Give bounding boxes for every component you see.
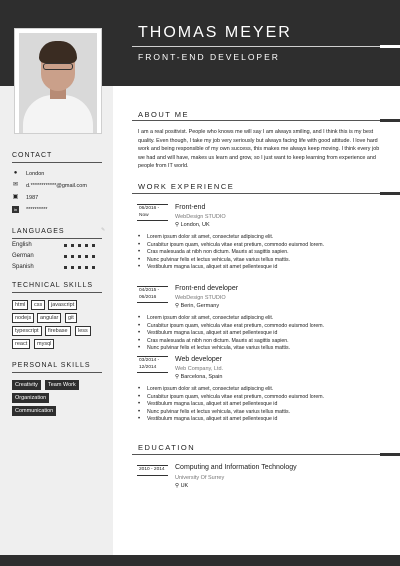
skill-tag: css	[31, 300, 45, 310]
education-date: 2010 - 2014	[137, 465, 168, 476]
resume-job-title: FRONT-END DEVELOPER	[138, 52, 280, 62]
job-company: Web Company, Ltd.	[175, 366, 224, 372]
contact-divider	[12, 162, 102, 163]
job-location: ⚲ London, UK	[175, 222, 210, 228]
birthday-icon: ▣	[12, 194, 19, 200]
personal-skill-tag: Creativity	[12, 380, 41, 390]
job-date: 04/2015 - 06/2016	[137, 286, 168, 303]
contact-heading: CONTACT	[12, 152, 53, 159]
job-bullet: • Lorem ipsum dolor sit amet, consectetur adipiscing elit.	[138, 315, 388, 323]
about-accent-rule	[380, 119, 400, 122]
skill-tag: git	[65, 313, 77, 323]
languages-heading: LANGUAGES	[12, 228, 65, 235]
skill-tag: less	[75, 326, 91, 336]
education-accent-rule	[380, 453, 400, 456]
job-bullet: • Lorem ipsum dolor sit amet, consectetur adipiscing elit.	[138, 386, 388, 394]
technical-skills-heading: TECHNICAL SKILLS	[12, 282, 94, 289]
job-bullet: • Curabitur ipsum quam, vehicula vitae erat pretium, commodo euismod lorem.	[138, 242, 388, 250]
about-divider	[132, 120, 380, 121]
location-pin-icon: ⚲	[175, 303, 181, 309]
job-date: 03/2014 - 12/2014	[137, 356, 168, 373]
work-experience-divider	[132, 193, 380, 194]
contact-birthday: ▣ 1987	[12, 194, 39, 201]
skill-tag: typescript	[12, 326, 42, 336]
job-company: WebDesign STUDIO	[175, 295, 226, 301]
skill-tag: javascript	[48, 300, 77, 310]
personal-skills-divider	[12, 372, 102, 373]
language-german: German	[12, 253, 102, 259]
email-icon: ✉	[12, 182, 19, 188]
job-bullet: • Cras malesuada at nibh non dictum. Mauris at sagittis sapien.	[138, 249, 388, 257]
education-divider	[132, 454, 380, 455]
education-location: ⚲ UK	[175, 483, 189, 489]
skill-tag: react	[12, 339, 30, 349]
job-bullet: • Cras malesuada at nibh non dictum. Mauris at sagittis sapien.	[138, 338, 388, 346]
job-bullet: • Vestibulum magna lacus, aliquet sit amet pellentesque id	[138, 264, 388, 272]
personal-skill-tag: Team Work	[45, 380, 79, 390]
location-pin-icon: ⚲	[175, 222, 181, 228]
education-title: Computing and Information Technology	[175, 464, 297, 471]
job-bullet: • Nunc pulvinar felis et lectus vehicula, vitae varius tellus mattis.	[138, 409, 388, 417]
personal-skill-tag: Communication	[12, 406, 56, 416]
work-experience-heading: WORK EXPERIENCE	[138, 182, 235, 191]
job-bullets	[138, 234, 388, 272]
contact-location: ● London	[13, 170, 45, 177]
job-bullet: • Vestibulum magna lacus, aliquet sit amet pellentesque id	[138, 416, 388, 424]
skill-tag: nodejs	[12, 313, 34, 323]
skill-tag: html	[12, 300, 28, 310]
language-english: English	[12, 242, 102, 248]
job-bullets	[138, 315, 388, 353]
skill-tag: mysql	[34, 339, 54, 349]
job-bullet: • Vestibulum magna lacus, aliquet sit amet pellentesque id	[138, 401, 388, 409]
job-company: WebDesign STUDIO	[175, 214, 226, 220]
education-heading: EDUCATION	[138, 443, 196, 452]
profile-photo	[19, 33, 97, 133]
footer-bar	[0, 555, 400, 566]
job-bullet: • Lorem ipsum dolor sit amet, consectetur adipiscing elit.	[138, 234, 388, 242]
edit-pencil-icon: ✎	[101, 227, 106, 233]
skill-tag: firebase	[45, 326, 71, 336]
header-divider	[132, 46, 387, 47]
work-experience-accent-rule	[380, 192, 400, 195]
job-bullet: • Vestibulum magna lacus, aliquet sit amet pellentesque id	[138, 330, 388, 338]
linkedin-icon: in	[13, 207, 18, 212]
contact-linkedin[interactable]: in **********	[13, 206, 48, 213]
job-bullet: • Curabitur ipsum quam, vehicula vitae erat pretium, commodo euismod lorem.	[138, 323, 388, 331]
about-heading: ABOUT ME	[138, 110, 190, 119]
job-location: ⚲ Berin, Germany	[175, 303, 220, 309]
job-bullets	[138, 386, 388, 424]
education-school: University Of Surrey	[175, 475, 225, 481]
personal-skill-tag: Organization	[12, 393, 49, 403]
job-title: Front-end developer	[175, 285, 239, 292]
job-bullet: • Nunc pulvinar felis et lectus vehicula, vitae varius tellus mattis.	[138, 345, 388, 353]
job-bullet: • Curabitur ipsum quam, vehicula vitae erat pretium, commodo euismod lorem.	[138, 394, 388, 402]
technical-skills-divider	[12, 292, 102, 293]
location-pin-icon: ●	[13, 170, 18, 176]
language-spanish: Spanish	[12, 264, 102, 270]
skill-tag: angular	[37, 313, 61, 323]
personal-skills-heading: PERSONAL SKILLS	[12, 362, 91, 369]
location-pin-icon: ⚲	[175, 374, 181, 380]
job-bullet: • Nunc pulvinar felis et lectus vehicula, vitae varius tellus mattis.	[138, 257, 388, 265]
job-title: Web developer	[175, 356, 222, 363]
header-accent-rule	[380, 45, 400, 48]
about-text: I am a real positivist. People who knows me will say I am always smiling, and I think this is my best quality. Even though, I take my job very seriously but always facing life with good attitude. I love hard work and being responsible of my own success, this makes me always keep moving. I think every job we had and will have, makes us learn and grow, so I just want to keep learning from experience and people from IT world.	[138, 129, 380, 170]
job-date: 06/2016 - Now	[137, 204, 168, 221]
languages-divider	[12, 238, 102, 239]
location-pin-icon: ⚲	[175, 483, 181, 489]
resume-name: THOMAS MEYER	[138, 24, 292, 41]
job-location: ⚲ Barcelona, Spain	[175, 374, 223, 380]
job-title: Front-end	[175, 204, 206, 211]
contact-email[interactable]: ✉ d.************@gmail.com	[12, 182, 87, 189]
